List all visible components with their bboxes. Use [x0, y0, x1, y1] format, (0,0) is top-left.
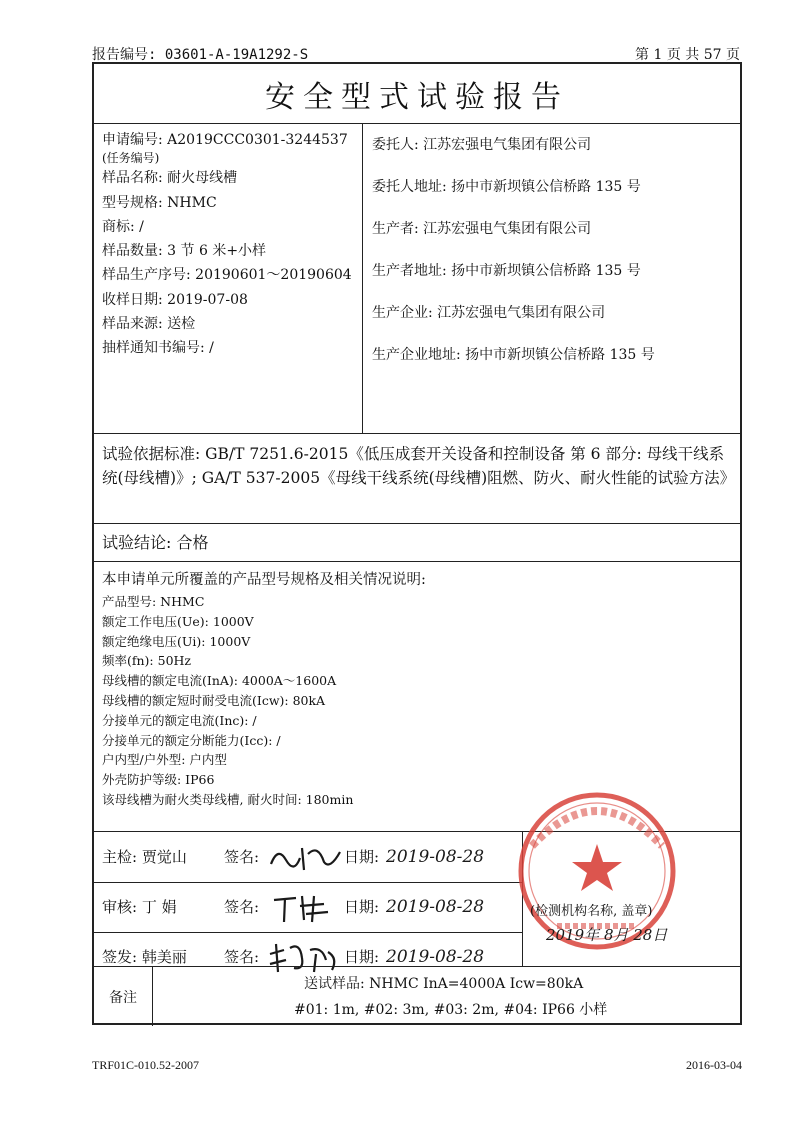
reviewer-name: 审核: 丁 娟: [102, 898, 177, 916]
inspector-date-label: 日期:: [344, 848, 380, 866]
scope-item: 母线槽的额定短时耐受电流(Icw): 80kA: [102, 692, 326, 708]
reviewer-sign-label: 签名:: [224, 898, 260, 916]
scope-item: 该母线槽为耐火类母线槽, 耐火时间: 180min: [102, 791, 354, 807]
scope-item: 母线槽的额定电流(InA): 4000A～1600A: [102, 673, 337, 689]
test-basis: 试验依据标准: GB/T 7251.6-2015《低压成套开关设备和控制设备 第 6 部分: 母线干线系统(母线槽)》; GA/T 537-2005《母线干线系统(母线槽)阻燃、防火、耐火性能的试验方法》: [94, 434, 740, 524]
scope-item: 分接单元的额定分断能力(Icc): /: [102, 732, 281, 748]
issuer-date-label: 日期:: [344, 948, 380, 966]
client-address: 委托人地址: 扬中市新坝镇公信桥路 135 号: [372, 179, 641, 195]
scope-item: 外壳防护等级: IP66: [102, 772, 215, 788]
remark-line-1: 送试样品: NHMC InA=4000A Icw=80kA: [304, 976, 584, 992]
scope-item: 频率(fn): 50Hz: [102, 653, 192, 669]
scope-item: 产品型号: NHMC: [102, 594, 205, 609]
sample-quantity: 样品数量: 3 节 6 米+小样: [102, 243, 267, 260]
inspector-signature: [266, 840, 346, 876]
report-form: [92, 62, 742, 1025]
report-number: 报告编号: 03601-A-19A1292-S: [92, 47, 309, 63]
stamp-caption: (检测机构名称, 盖章): [530, 904, 653, 919]
form-number: TRF01C-010.52-2007: [92, 1058, 200, 1072]
client: 委托人: 江苏宏强电气集团有限公司: [372, 137, 592, 153]
issuer-name: 签发: 韩美丽: [102, 948, 187, 966]
manufacturer-address: 生产企业地址: 扬中市新坝镇公信桥路 135 号: [372, 347, 655, 363]
reviewer-date: 2019-08-28: [386, 897, 485, 917]
remark-line-2: #01: 1m, #02: 3m, #03: 2m, #04: IP66 小样: [294, 1002, 608, 1018]
inspector-date: 2019-08-28: [386, 847, 485, 867]
client-info: [372, 128, 655, 380]
test-conclusion: 试验结论: 合格: [94, 524, 740, 562]
production-serial: 样品生产序号: 20190601～20190604: [102, 267, 352, 284]
manufacturer: 生产企业: 江苏宏强电气集团有限公司: [372, 305, 606, 321]
scope-item: 分接单元的额定电流(Inc): /: [102, 712, 257, 728]
scope-item: 额定绝缘电压(Ui): 1000V: [102, 633, 251, 649]
scope-item: 额定工作电压(Ue): 1000V: [102, 613, 254, 629]
sample-info: [102, 128, 360, 361]
sample-source: 样品来源: 送检: [102, 316, 196, 333]
stamp-date: 2019年 8月 28日: [546, 926, 668, 944]
trademark: 商标: /: [102, 218, 144, 235]
inspector-name: 主检: 贾觉山: [102, 848, 187, 866]
sample-name: 样品名称: 耐火母线槽: [102, 170, 238, 187]
sampling-notice-number: 抽样通知书编号: /: [102, 340, 214, 357]
receipt-date: 收样日期: 2019-07-08: [102, 291, 248, 308]
producer: 生产者: 江苏宏强电气集团有限公司: [372, 221, 592, 237]
form-date: 2016-03-04: [686, 1058, 742, 1072]
issuer-date: 2019-08-28: [386, 947, 485, 967]
scope-item: 户内型/户外型: 户内型: [102, 752, 227, 768]
application-number: 申请编号: A2019CCC0301-3244537: [102, 132, 348, 148]
task-number-note: (任务编号): [102, 151, 160, 166]
producer-address: 生产者地址: 扬中市新坝镇公信桥路 135 号: [372, 263, 641, 279]
reviewer-date-label: 日期:: [344, 898, 380, 916]
issuer-sign-label: 签名:: [224, 948, 260, 966]
scope-intro: 本申请单元所覆盖的产品型号规格及相关情况说明:: [102, 572, 426, 588]
remark-label: 备注: [94, 967, 153, 1026]
page-number: 第 1 页 共 57 页: [635, 47, 740, 63]
info-section: [94, 124, 740, 434]
inspector-sign-label: 签名:: [224, 848, 260, 866]
model-spec: 型号规格: NHMC: [102, 194, 217, 211]
reviewer-signature: [270, 890, 340, 926]
remark-section: [94, 966, 740, 1025]
info-divider: [362, 124, 363, 433]
report-title: 安全型式试验报告: [94, 64, 740, 124]
